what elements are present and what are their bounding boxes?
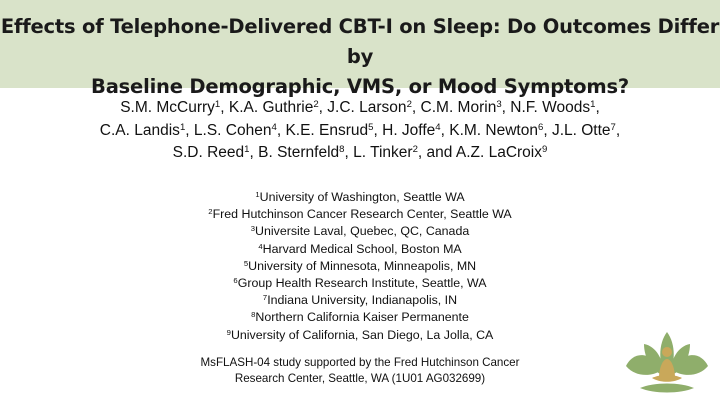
affiliation-list: [0, 189, 720, 344]
author-sup: 1: [179, 121, 186, 133]
author: C.A. Landis: [99, 121, 180, 139]
author-sup: 1: [244, 144, 250, 156]
author-sup: 1: [214, 99, 221, 111]
author-line-2: C.A. Landis$^1$, L.S. Cohen$^4$, K.E. Ensrud$^5$, H. Joffe$^4$, K.M. Newton$^6$, J.L. Otte$^7$,: [99, 121, 621, 139]
author-sup: 9: [542, 144, 548, 156]
author: B. Sternfeld: [258, 144, 340, 161]
affiliation-text: University of California, San Diego, La Jolla, CA: [230, 327, 494, 342]
affiliation-number: 2: [208, 207, 213, 217]
funding-line-1: MsFLASH-04 study supported by the Fred Hutchinson Cancer: [200, 356, 520, 369]
affiliation-text: Fred Hutchinson Cancer Research Center, Seattle WA: [212, 207, 512, 222]
author-sup: 5: [368, 121, 374, 133]
author: N.F. Woods: [510, 99, 591, 116]
figure-legs: [652, 375, 682, 382]
author: S.M. McCurry: [120, 99, 215, 116]
author-line-3: S.D. Reed$^1$, B. Sternfeld$^8$, L. Tinker$^2$, and A.Z. LaCroix$^9$: [172, 144, 548, 161]
affiliation-text: Universite Laval, Quebec, QC, Canada: [255, 224, 470, 239]
affiliation-item: [0, 327, 720, 344]
affiliation-text: Harvard Medical School, Boston MA: [262, 241, 462, 256]
title-line-2: Baseline Demographic, VMS, or Mood Symptoms?: [91, 75, 629, 98]
author-sup: 7: [610, 121, 616, 133]
affiliation-text: University of Washington, Seattle WA: [259, 190, 465, 204]
author-sup: 4: [271, 121, 277, 133]
lotus-base: [640, 384, 694, 393]
author: K.A. Guthrie: [228, 99, 314, 116]
author: A.Z. LaCroix: [455, 144, 542, 161]
affiliation-item: [0, 258, 720, 275]
affiliation-number: 8: [251, 310, 256, 320]
affiliation-text: Group Health Research Institute, Seattle, WA: [237, 276, 487, 291]
author: C.M. Morin: [420, 99, 497, 116]
affiliation-text: Northern California Kaiser Permanente: [255, 310, 469, 325]
affiliation-number: 1: [255, 190, 260, 200]
author-sup: 4: [435, 121, 441, 133]
author-line-1: S.M. McCurry$^1$, K.A. Guthrie$^2$, J.C. Larson$^2$, C.M. Morin$^3$, N.F. Woods$^1$,: [120, 99, 600, 116]
author: H. Joffe: [382, 121, 436, 139]
author-sup: 2: [406, 99, 412, 111]
affiliation-number: 5: [243, 258, 249, 268]
funding-note: [0, 355, 720, 387]
author-sup: 2: [412, 144, 418, 156]
affiliation-item: [0, 275, 720, 292]
affiliation-item: [0, 189, 720, 206]
author: K.E. Ensrud: [285, 121, 369, 139]
author-sup: 3: [496, 99, 502, 111]
affiliation-item: [0, 292, 720, 309]
affiliation-number: 7: [262, 293, 268, 303]
title-line-1: Effects of Telephone-Delivered CBT-I on Sleep: Do Outcomes Differ by: [0, 15, 720, 68]
author-sup: 1: [590, 99, 596, 111]
lotus-figure-icon: [618, 326, 716, 402]
author-sup: 6: [537, 121, 544, 133]
affiliation-text: Indiana University, Indianapolis, IN: [267, 293, 458, 308]
author: K.M. Newton: [449, 121, 538, 139]
affiliation-item: [0, 223, 720, 240]
affiliation-item: [0, 206, 720, 223]
affiliation-number: 3: [250, 224, 256, 234]
authors-and: and: [426, 144, 453, 161]
author-sup: 8: [339, 144, 345, 156]
author-sup: 2: [313, 99, 319, 111]
author-list: [0, 97, 720, 165]
author: L. Tinker: [353, 144, 413, 161]
affiliation-item: [0, 309, 720, 326]
author: L.S. Cohen: [193, 121, 272, 139]
author: J.L. Otte: [551, 121, 611, 139]
affiliation-number: 4: [258, 241, 263, 251]
affiliation-text: University of Minnesota, Minneapolis, MN: [248, 258, 477, 273]
funding-line-2: Research Center, Seattle, WA (1U01 AG032699): [234, 372, 486, 385]
affiliation-number: 6: [233, 276, 238, 286]
figure-head: [662, 347, 672, 357]
author: S.D. Reed: [172, 144, 245, 161]
affiliation-number: 9: [226, 327, 231, 337]
author: J.C. Larson: [327, 99, 407, 116]
affiliation-item: [0, 241, 720, 258]
slide-title: [0, 12, 720, 102]
